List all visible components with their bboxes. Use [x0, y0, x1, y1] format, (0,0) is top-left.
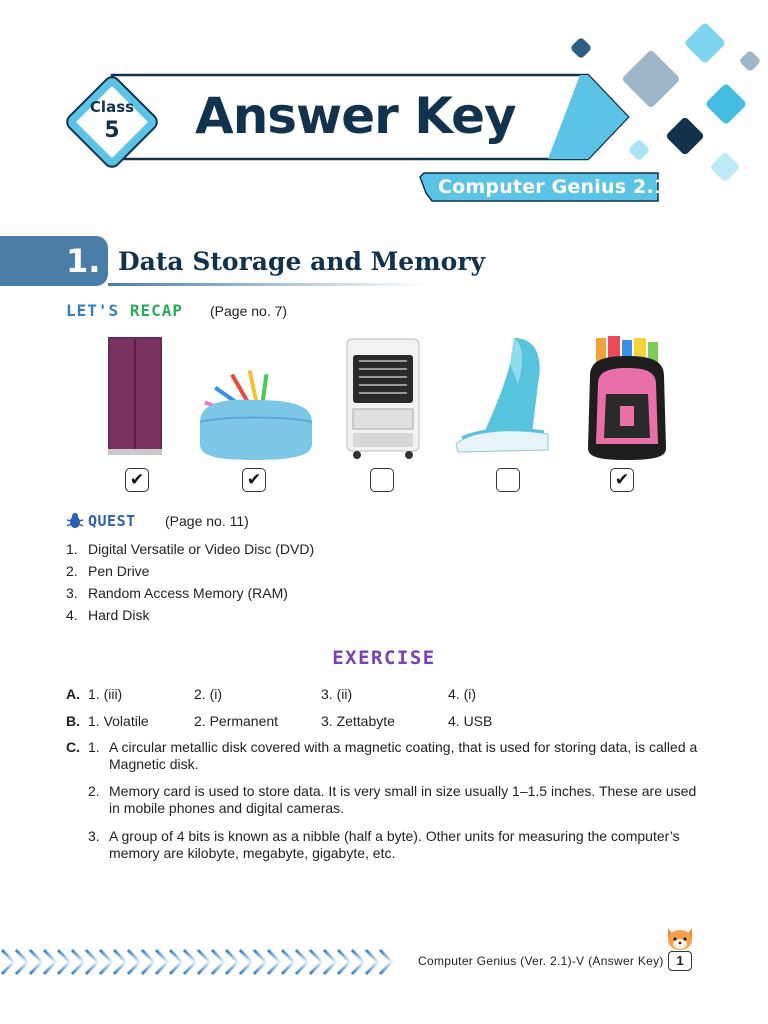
- item-number: 3.: [88, 828, 100, 844]
- answer-cell: 3. (ii): [321, 686, 353, 702]
- class-label: Class: [89, 98, 135, 116]
- recap-label: RECAP: [129, 301, 183, 320]
- lets-recap-heading: [66, 301, 183, 321]
- decor-diamond: [570, 37, 593, 60]
- lets-label: LET'S: [66, 301, 120, 320]
- row-label: B.: [66, 713, 80, 729]
- decor-diamond: [628, 139, 651, 162]
- exercise-c-item: [88, 739, 708, 773]
- item-number: 2.: [88, 783, 100, 799]
- wardrobe-image: [108, 337, 162, 457]
- item-text: Random Access Memory (RAM): [88, 585, 288, 601]
- chapter-number: 1.: [66, 242, 101, 280]
- chapter-title: Data Storage and Memory: [118, 247, 486, 276]
- recap-checkbox-pencil-pouch[interactable]: ✔: [242, 468, 266, 492]
- recap-checkbox-school-bag[interactable]: ✔: [610, 468, 634, 492]
- school-bag-image: [584, 336, 670, 462]
- item-number: 2.: [66, 563, 78, 579]
- item-text: Pen Drive: [88, 563, 150, 579]
- answer-cell: 3. Zettabyte: [321, 713, 395, 729]
- item-text: A circular metallic disk covered with a magnetic coating, that is used for storing data, is called a Magnetic disk.: [109, 739, 698, 772]
- decor-diamond: [684, 22, 726, 64]
- item-number: 1.: [88, 739, 100, 755]
- recap-checkbox-iron[interactable]: [496, 468, 520, 492]
- answer-cell: 2. Permanent: [194, 713, 279, 729]
- item-text: Memory card is used to store data. It is very small in size usually 1–1.5 inches. These are used in mobile phones and digital cameras.: [109, 783, 697, 816]
- quest-heading: QUEST: [88, 512, 136, 530]
- class-number: 5: [104, 118, 120, 143]
- list-item: [66, 538, 314, 560]
- page-number: 1: [668, 951, 692, 971]
- answer-cell: 4. USB: [448, 713, 493, 729]
- exercise-c-label: C.: [66, 739, 80, 755]
- recap-page-ref: (Page no. 7): [210, 303, 288, 319]
- fox-mascot-icon: [664, 926, 696, 954]
- quest-page-ref: (Page no. 11): [165, 513, 249, 529]
- quest-answer-list: [66, 538, 314, 626]
- list-item: [66, 604, 314, 626]
- exercise-c-item: [88, 783, 708, 817]
- air-cooler-image: [345, 337, 421, 459]
- exercise-heading: EXERCISE: [332, 647, 436, 669]
- item-text: Hard Disk: [88, 607, 150, 623]
- footer-chevron-decoration: [0, 946, 396, 978]
- decor-diamond: [665, 116, 705, 156]
- item-text: Digital Versatile or Video Disc (DVD): [88, 541, 315, 557]
- decor-diamond: [739, 50, 762, 73]
- exercise-c-item: [88, 828, 708, 862]
- answer-cell: 1. (iii): [88, 686, 123, 702]
- chapter-underline: [108, 283, 428, 286]
- iron-image: [452, 334, 552, 460]
- decor-diamond: [709, 151, 740, 182]
- bug-icon: [66, 512, 84, 530]
- row-label: A.: [66, 686, 80, 702]
- decor-diamond: [705, 83, 747, 125]
- list-item: [66, 582, 314, 604]
- recap-checkbox-air-cooler[interactable]: [370, 468, 394, 492]
- list-item: [66, 560, 314, 582]
- answer-cell: 1. Volatile: [88, 713, 149, 729]
- recap-checkbox-wardrobe[interactable]: ✔: [125, 468, 149, 492]
- pencil-pouch-image: [192, 370, 316, 462]
- item-number: 3.: [66, 585, 78, 601]
- answer-cell: 4. (i): [448, 686, 476, 702]
- decor-diamond: [621, 49, 680, 108]
- item-text: A group of 4 bits is known as a nibble (half a byte). Other units for measuring the computer’s memory are kilobyte, megabyte, gigabyte, etc.: [109, 828, 680, 861]
- answer-cell: 2. (i): [194, 686, 222, 702]
- item-number: 1.: [66, 541, 78, 557]
- book-subtitle: Computer Genius 2.1: [438, 176, 668, 198]
- footer-text: Computer Genius (Ver. 2.1)-V (Answer Key): [418, 954, 664, 968]
- item-number: 4.: [66, 607, 78, 623]
- page-title: Answer Key: [195, 87, 516, 145]
